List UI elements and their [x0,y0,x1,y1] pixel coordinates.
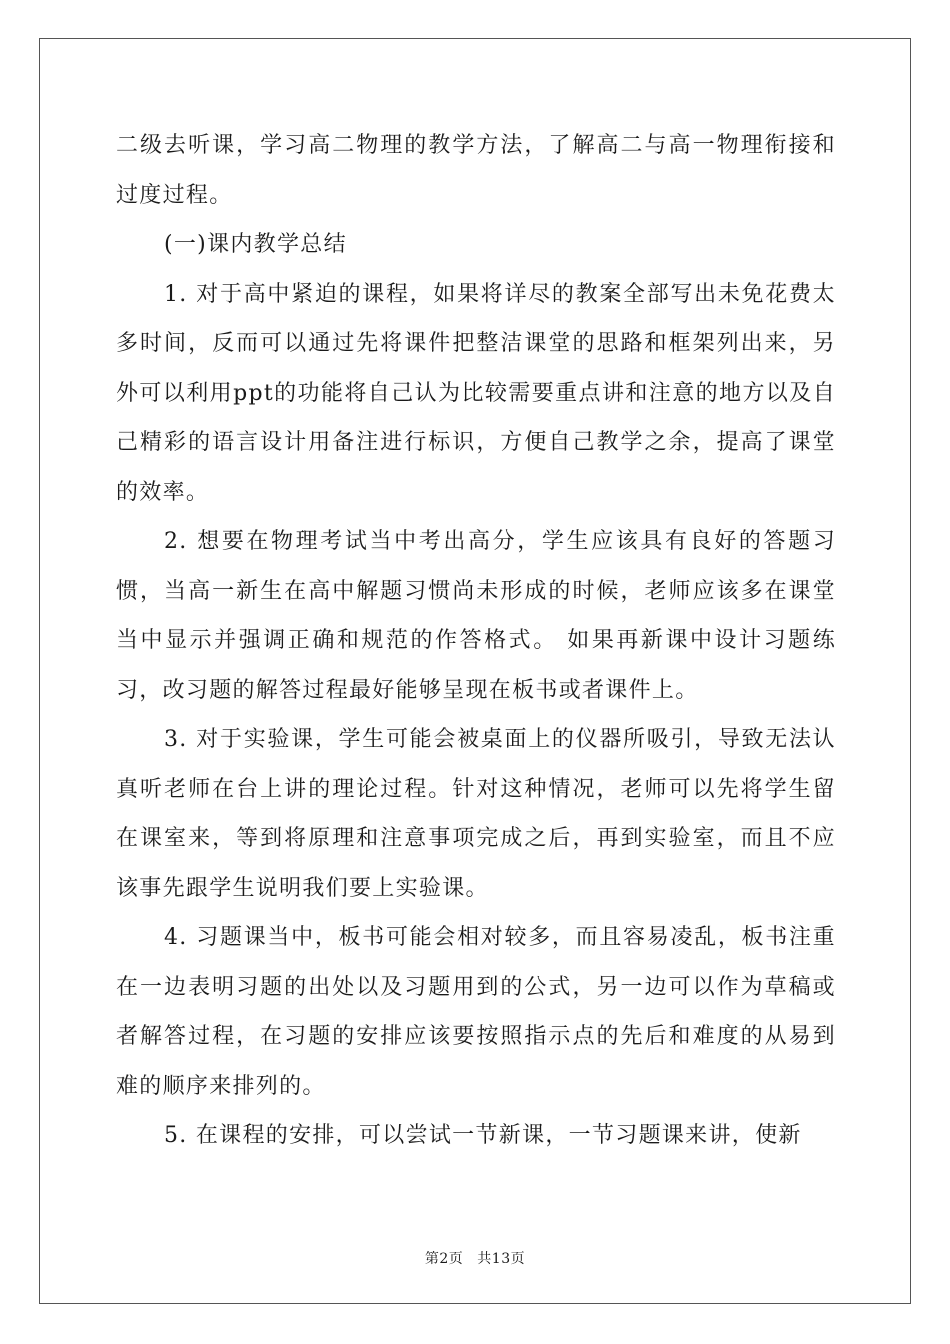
page-total: 共13页 [477,1251,526,1267]
paragraph-item-3: 3. 对于实验课，学生可能会被桌面上的仪器所吸引，导致无法认真听老师在台上讲的理论过程。针对这种情况，老师可以先将学生留在课室来，等到将原理和注意事项完成之后，再到实验室，而且不应该事先跟学生说明我们要上实验课。 [116,727,836,901]
document-body [116,121,836,1161]
paragraph-item-1: 1. 对于高中紧迫的课程，如果将详尽的教案全部写出未免花费太多时间，反而可以通过先将课件把整洁课堂的思路和框架列出来，另外可以利用ppt的功能将自己认为比较需要重点讲和注意的地方以及自己精彩的语言设计用备注进行标识，方便自己教学之余，提高了课堂的效率。 [116,281,836,505]
paragraph-item-2: 2. 想要在物理考试当中考出高分，学生应该具有良好的答题习惯，当高一新生在高中解题习惯尚未形成的时候，老师应该多在课堂当中显示并强调正确和规范的作答格式。 如果再新课中设计习题练习，改习题的解答过程最好能够呈现在板书或者课件上。 [116,529,836,703]
paragraph-item-4: 4. 习题课当中，板书可能会相对较多，而且容易凌乱，板书注重在一边表明习题的出处以及习题用到的公式，另一边可以作为草稿或者解答过程，在习题的安排应该要按照指示点的先后和难度的从易到难的顺序来排列的。 [116,925,836,1099]
section-heading: (一)课内教学总结 [164,232,347,257]
paragraph-continuation: 二级去听课，学习高二物理的教学方法，了解高二与高一物理衔接和过度过程。 [116,133,836,208]
page-footer [0,1248,950,1268]
paragraph-item-5: 5. 在课程的安排，可以尝试一节新课，一节习题课来讲，使新 [164,1123,802,1148]
page-number: 第2页 [424,1251,464,1267]
